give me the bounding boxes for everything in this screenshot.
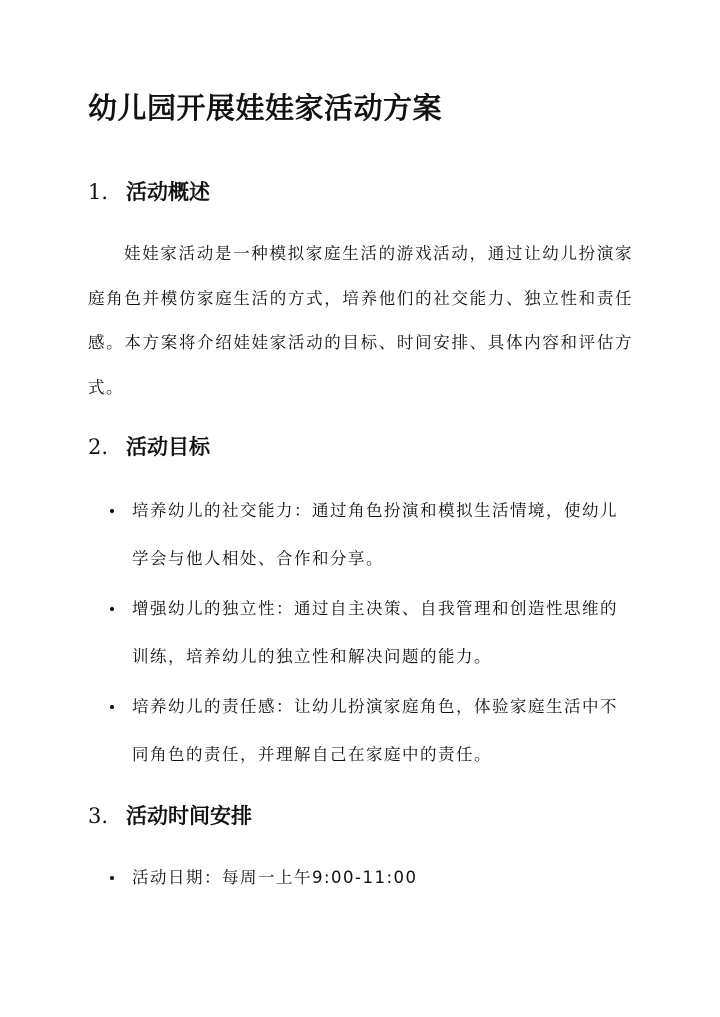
section-title: 活动概述 bbox=[126, 180, 210, 204]
section-number: 2. bbox=[88, 435, 109, 459]
section-heading-goals bbox=[88, 431, 210, 461]
list-item-text: 培养幼儿的责任感：让幼儿扮演家庭角色，体验家庭生活中不同角色的责任，并理解自己在家庭中的责任。 bbox=[132, 697, 618, 764]
list-item bbox=[88, 487, 633, 583]
section-title: 活动目标 bbox=[126, 435, 210, 459]
section-number: 3. bbox=[88, 804, 109, 828]
list-item-text: 培养幼儿的社交能力：通过角色扮演和模拟生活情境，使幼儿学会与他人相处、合作和分享。 bbox=[132, 501, 618, 568]
goals-list bbox=[88, 487, 633, 781]
bullet-icon bbox=[110, 876, 114, 880]
schedule-list bbox=[88, 854, 633, 904]
list-item-text: 增强幼儿的独立性：通过自主决策、自我管理和创造性思维的训练，培养幼儿的独立性和解决问题的能力。 bbox=[132, 599, 618, 666]
bullet-icon bbox=[110, 607, 114, 611]
bullet-icon bbox=[110, 705, 114, 709]
list-item bbox=[88, 585, 633, 681]
bullet-icon bbox=[110, 509, 114, 513]
overview-paragraph: 娃娃家活动是一种模拟家庭生活的游戏活动，通过让幼儿扮演家庭角色并模仿家庭生活的方式，培养他们的社交能力、独立性和责任感。本方案将介绍娃娃家活动的目标、时间安排、具体内容和评估方式。 bbox=[88, 244, 633, 397]
section-number: 1. bbox=[88, 180, 109, 204]
section-title: 活动时间安排 bbox=[126, 804, 252, 828]
document-title: 幼儿园开展娃娃家活动方案 bbox=[88, 91, 443, 125]
section-heading-overview bbox=[88, 176, 210, 206]
list-item bbox=[88, 854, 633, 902]
list-item-text: 活动日期：每周一上午9:00-11:00 bbox=[132, 868, 418, 887]
section-heading-schedule bbox=[88, 800, 252, 830]
list-item bbox=[88, 683, 633, 779]
